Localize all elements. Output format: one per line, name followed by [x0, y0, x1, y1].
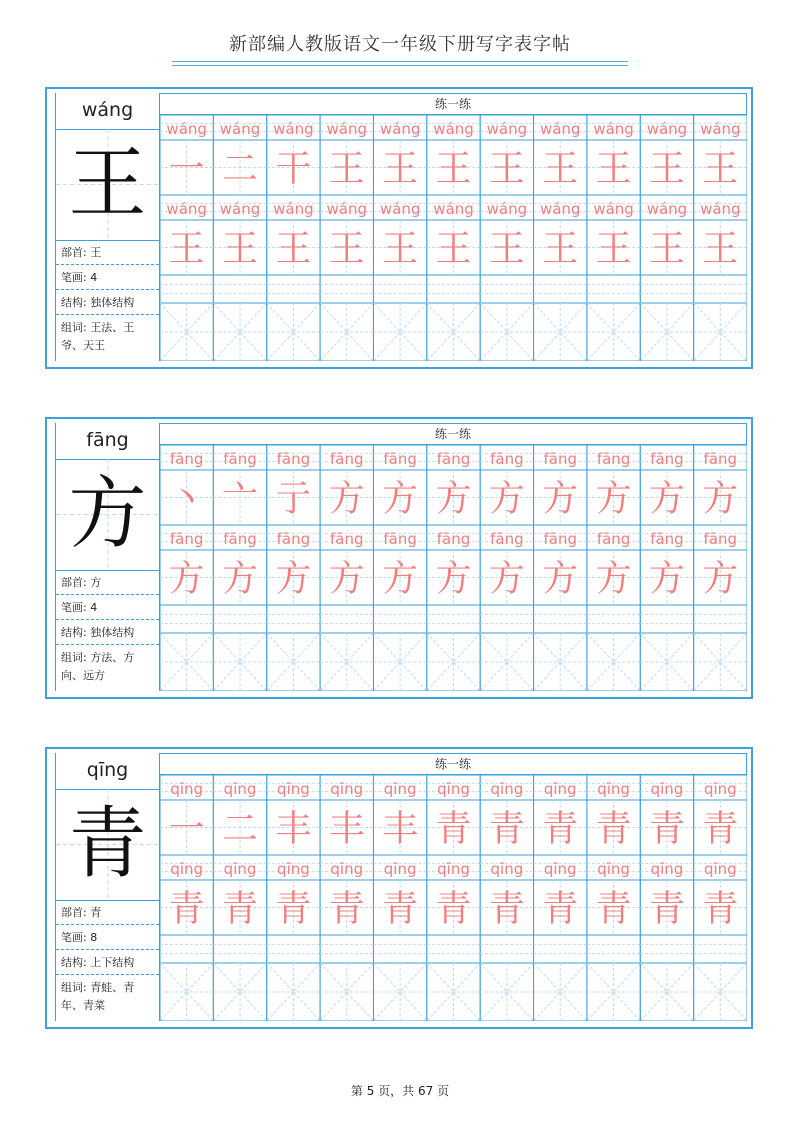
character-trace: 王: [222, 228, 259, 270]
character-trace: 王: [702, 228, 739, 270]
character-trace: 方: [648, 478, 685, 520]
stroke-count-info: 笔画: 8: [56, 926, 159, 950]
character-trace: 王: [435, 228, 472, 270]
practice-cell[interactable]: [267, 275, 320, 303]
pinyin-trace: qīng: [490, 860, 524, 878]
character-trace: 青: [702, 808, 739, 850]
pinyin-trace: fāng: [276, 530, 311, 548]
practice-cell[interactable]: [373, 275, 426, 303]
character-trace: 王: [702, 148, 739, 190]
practice-cell[interactable]: [640, 605, 693, 633]
pinyin-trace: qīng: [597, 860, 630, 878]
word-examples-line-2: 爷、天王: [61, 339, 105, 352]
character-trace: 王: [382, 148, 419, 190]
pinyin-trace: fāng: [169, 450, 204, 468]
pinyin-trace: fāng: [330, 530, 364, 548]
character-trace: 一: [168, 148, 205, 190]
pinyin-trace: wáng: [219, 200, 261, 218]
character-trace: 青: [595, 808, 632, 850]
character-trace: 一: [168, 808, 205, 850]
practice-cell[interactable]: [373, 605, 426, 633]
character-trace: 青: [648, 888, 685, 930]
pinyin-trace: fāng: [650, 450, 684, 468]
practice-cell[interactable]: [267, 935, 320, 963]
practice-cell[interactable]: [480, 935, 533, 963]
character-trace: 方: [328, 478, 365, 520]
structure-info: 结构: 独体结构: [56, 621, 159, 645]
pinyin-trace: fāng: [543, 530, 577, 548]
character-trace: 干: [275, 148, 312, 190]
model-character: 王: [68, 139, 147, 229]
practice-cell[interactable]: [427, 935, 480, 963]
character-trace: 方: [328, 558, 365, 600]
character-trace: 方: [702, 558, 739, 600]
practice-cell[interactable]: [587, 275, 640, 303]
pinyin-trace: qīng: [650, 860, 684, 878]
character-trace: 王: [328, 148, 365, 190]
pinyin-trace: fāng: [650, 530, 684, 548]
pinyin-trace: qīng: [703, 860, 737, 878]
practice-header: 练一练: [160, 93, 747, 115]
character-trace: 青: [648, 808, 685, 850]
practice-cell[interactable]: [427, 275, 480, 303]
practice-grid: [160, 423, 747, 691]
character-trace: 方: [542, 558, 579, 600]
practice-header: 练一练: [160, 753, 747, 775]
character-trace: 方: [168, 558, 205, 600]
word-examples-line-2: 向、远方: [61, 669, 105, 682]
model-character-box: [56, 789, 159, 901]
character-trace: 青: [275, 888, 312, 930]
pinyin-trace: qīng: [383, 860, 417, 878]
pinyin-trace: fāng: [330, 450, 364, 468]
title-underline-bottom: [172, 65, 628, 66]
pinyin-trace: fāng: [223, 530, 257, 548]
character-trace: 方: [595, 478, 632, 520]
practice-cell[interactable]: [587, 605, 640, 633]
character-trace: 青: [168, 888, 205, 930]
pinyin-trace: wáng: [486, 200, 528, 218]
character-trace: 青: [488, 808, 525, 850]
practice-cell[interactable]: [160, 605, 213, 633]
practice-cell[interactable]: [213, 935, 266, 963]
pinyin-trace: qīng: [277, 860, 310, 878]
character-trace: 青: [222, 888, 259, 930]
pinyin-trace: qīng: [170, 780, 204, 798]
character-trace: 青: [435, 888, 472, 930]
character-trace: 方: [488, 558, 525, 600]
character-trace: 丰: [275, 808, 312, 850]
word-examples: [56, 646, 159, 685]
pinyin-trace: fāng: [436, 530, 471, 548]
practice-grid-lines: [160, 93, 747, 361]
character-trace: 丰: [382, 808, 419, 850]
character-trace: 方: [435, 478, 472, 520]
pinyin-trace: qīng: [543, 780, 577, 798]
character-info-panel: [55, 753, 160, 1021]
practice-cell[interactable]: [320, 605, 373, 633]
character-trace: 青: [542, 808, 579, 850]
character-trace: 王: [488, 148, 525, 190]
character-trace: 方: [222, 558, 259, 600]
page-number: 第 5 页，共 67 页: [350, 1084, 450, 1098]
practice-cell[interactable]: [320, 935, 373, 963]
character-trace: 王: [648, 148, 685, 190]
practice-grid-lines: [160, 423, 747, 691]
character-trace: 王: [595, 148, 632, 190]
pinyin-trace: qīng: [437, 860, 470, 878]
practice-cell[interactable]: [534, 275, 587, 303]
pinyin-trace: wáng: [273, 120, 314, 138]
model-character-box: [56, 459, 159, 571]
practice-cell[interactable]: [534, 605, 587, 633]
pinyin-trace: wáng: [593, 120, 634, 138]
pinyin-trace: wáng: [539, 120, 581, 138]
pinyin-label: fāng: [56, 423, 159, 460]
radical-info: 部首: 方: [56, 571, 159, 595]
pinyin-trace: wáng: [700, 200, 741, 218]
pinyin-trace: fāng: [223, 450, 257, 468]
character-trace: 王: [328, 228, 365, 270]
practice-cell[interactable]: [694, 605, 747, 633]
pinyin-trace: qīng: [437, 780, 470, 798]
character-trace: 方: [382, 558, 419, 600]
pinyin-trace: wáng: [539, 200, 581, 218]
pinyin-trace: wáng: [379, 120, 421, 138]
pinyin-trace: qīng: [277, 780, 310, 798]
practice-cell[interactable]: [640, 935, 693, 963]
character-trace: 方: [648, 558, 685, 600]
practice-grid: [160, 93, 747, 361]
pinyin-trace: fāng: [276, 450, 311, 468]
pinyin-trace: wáng: [219, 120, 261, 138]
pinyin-trace: qīng: [650, 780, 684, 798]
practice-card-2: [45, 417, 753, 699]
character-trace: 方: [542, 478, 579, 520]
practice-cell[interactable]: [694, 935, 747, 963]
character-trace: 王: [435, 148, 472, 190]
pinyin-trace: fāng: [383, 450, 417, 468]
pinyin-trace: wáng: [700, 120, 741, 138]
word-examples-line-1: 组词: 王法、王: [61, 321, 135, 334]
character-trace: 青: [328, 888, 365, 930]
pinyin-trace: wáng: [593, 200, 634, 218]
character-trace: 王: [542, 228, 579, 270]
character-trace: 方: [435, 558, 472, 600]
document-title: 新部编人教版语文一年级下册写字表字帖: [229, 34, 571, 55]
character-trace: 青: [702, 888, 739, 930]
pinyin-trace: wáng: [166, 120, 207, 138]
practice-cell[interactable]: [587, 935, 640, 963]
practice-cell[interactable]: [480, 275, 533, 303]
pinyin-trace: wáng: [433, 200, 474, 218]
pinyin-trace: fāng: [703, 450, 738, 468]
pinyin-trace: qīng: [223, 780, 257, 798]
pinyin-trace: fāng: [596, 450, 631, 468]
character-trace: 王: [595, 228, 632, 270]
practice-grid: [160, 753, 747, 1021]
pinyin-label: wáng: [56, 93, 159, 130]
word-examples-line-1: 组词: 青蛙、青: [61, 981, 135, 994]
practice-cell[interactable]: [213, 605, 266, 633]
pinyin-trace: fāng: [596, 530, 631, 548]
pinyin-trace: wáng: [379, 200, 421, 218]
model-character-box: [56, 129, 159, 241]
pinyin-trace: fāng: [703, 530, 738, 548]
practice-header: 练一练: [160, 423, 747, 445]
practice-cell[interactable]: [534, 935, 587, 963]
stroke-count-info: 笔画: 4: [56, 596, 159, 620]
pinyin-trace: qīng: [330, 860, 364, 878]
character-trace: 王: [648, 228, 685, 270]
pinyin-label: qīng: [56, 753, 159, 790]
practice-card-3: [45, 747, 753, 1029]
character-trace: 王: [382, 228, 419, 270]
practice-cell[interactable]: [267, 605, 320, 633]
character-trace: 方: [382, 478, 419, 520]
pinyin-trace: qīng: [383, 780, 417, 798]
character-trace: 青: [542, 888, 579, 930]
word-examples-line-1: 组词: 方法、方: [61, 651, 135, 664]
character-trace: 方: [595, 558, 632, 600]
pinyin-trace: wáng: [326, 120, 368, 138]
practice-cell[interactable]: [373, 935, 426, 963]
practice-cell[interactable]: [160, 935, 213, 963]
character-trace: 王: [168, 228, 205, 270]
radical-info: 部首: 青: [56, 901, 159, 925]
character-trace: 二: [222, 148, 259, 190]
pinyin-trace: qīng: [330, 780, 364, 798]
character-trace: 王: [275, 228, 312, 270]
word-examples-line-2: 年、青菜: [61, 999, 105, 1012]
pinyin-trace: fāng: [436, 450, 471, 468]
character-trace: 方: [488, 478, 525, 520]
pinyin-trace: qīng: [490, 780, 524, 798]
character-info-panel: [55, 423, 160, 691]
pinyin-trace: fāng: [490, 530, 524, 548]
character-trace: 方: [275, 558, 312, 600]
practice-cell[interactable]: [213, 275, 266, 303]
character-trace: 王: [488, 228, 525, 270]
character-trace: 二: [222, 808, 259, 850]
pinyin-trace: wáng: [166, 200, 207, 218]
pinyin-trace: qīng: [597, 780, 630, 798]
character-trace: 王: [542, 148, 579, 190]
pinyin-trace: wáng: [433, 120, 474, 138]
title-underline-top: [172, 61, 628, 62]
practice-cell[interactable]: [694, 275, 747, 303]
pinyin-trace: qīng: [703, 780, 737, 798]
practice-card-1: [45, 87, 753, 369]
character-trace: 青: [382, 888, 419, 930]
pinyin-trace: fāng: [490, 450, 524, 468]
model-character: 方: [68, 469, 147, 559]
character-trace: 青: [435, 808, 472, 850]
pinyin-trace: wáng: [646, 120, 688, 138]
pinyin-trace: qīng: [223, 860, 257, 878]
character-trace: 亠: [222, 478, 259, 520]
pinyin-trace: wáng: [273, 200, 314, 218]
pinyin-trace: wáng: [486, 120, 528, 138]
character-info-panel: [55, 93, 160, 361]
practice-cell[interactable]: [160, 275, 213, 303]
model-character: 青: [68, 799, 147, 889]
word-examples: [56, 316, 159, 355]
practice-cell[interactable]: [427, 605, 480, 633]
pinyin-trace: qīng: [543, 860, 577, 878]
practice-grid-lines: [160, 753, 747, 1021]
stroke-count-info: 笔画: 4: [56, 266, 159, 290]
word-examples: [56, 976, 159, 1015]
structure-info: 结构: 上下结构: [56, 951, 159, 975]
practice-cell[interactable]: [640, 275, 693, 303]
structure-info: 结构: 独体结构: [56, 291, 159, 315]
pinyin-trace: qīng: [170, 860, 204, 878]
pinyin-trace: wáng: [646, 200, 688, 218]
pinyin-trace: fāng: [543, 450, 577, 468]
practice-cell[interactable]: [320, 275, 373, 303]
pinyin-trace: fāng: [169, 530, 204, 548]
character-trace: 方: [702, 478, 739, 520]
pinyin-trace: fāng: [383, 530, 417, 548]
character-trace: 丰: [328, 808, 365, 850]
character-trace: 丶: [168, 478, 205, 520]
character-trace: 青: [595, 888, 632, 930]
character-trace: 青: [488, 888, 525, 930]
character-trace: 亍: [275, 478, 312, 520]
practice-cell[interactable]: [480, 605, 533, 633]
radical-info: 部首: 王: [56, 241, 159, 265]
pinyin-trace: wáng: [326, 200, 368, 218]
